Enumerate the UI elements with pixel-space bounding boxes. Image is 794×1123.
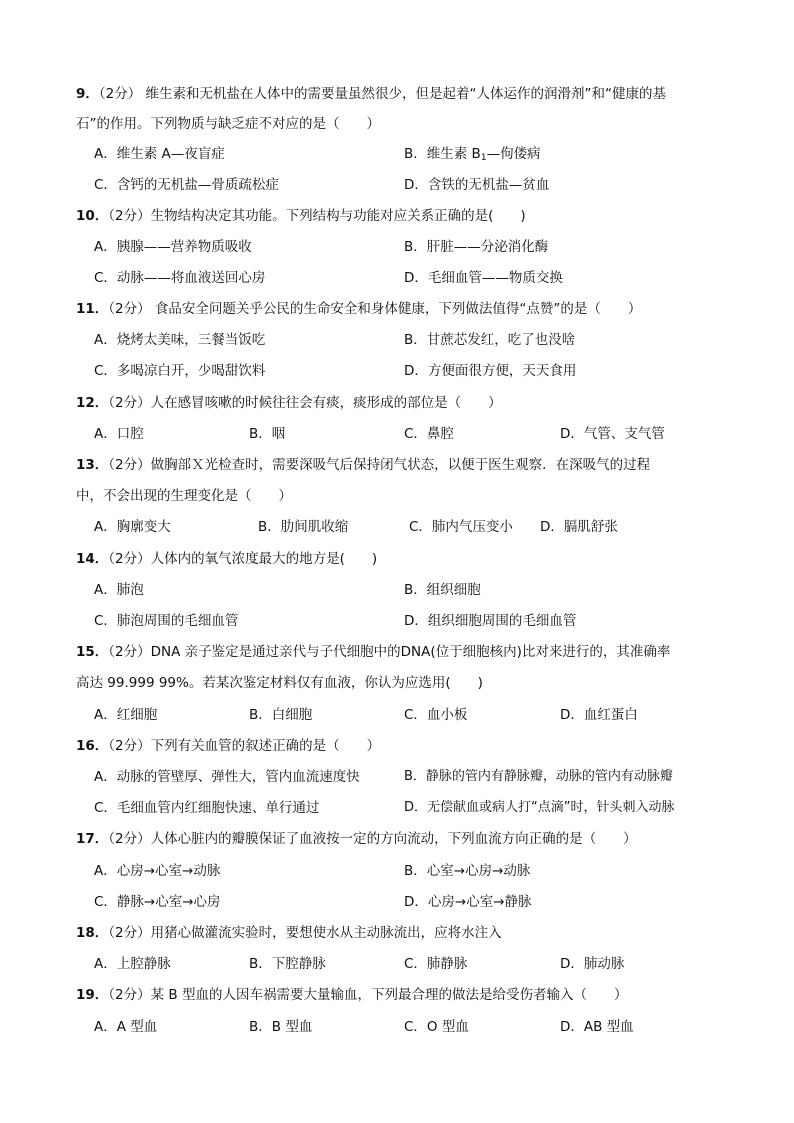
question-number: 14．	[76, 551, 109, 567]
question-number: 17．	[76, 831, 109, 847]
option-a: A．A 型血	[94, 1019, 158, 1035]
option-d: D．毛细血管——物质交换	[404, 270, 563, 286]
option-d: D．气管、支气管	[560, 426, 665, 442]
question-text: 生物结构决定其功能。下列结构与功能对应关系正确的是( )	[150, 208, 526, 224]
question-score: （2分）	[108, 987, 151, 1003]
question-score: （2分）	[108, 395, 151, 411]
question-score: （2分）	[108, 457, 151, 473]
option-c: C．O 型血	[404, 1019, 469, 1035]
question-score: （2分）	[108, 738, 151, 754]
option-a: A．烧烤太美味，三餐当饭吃	[94, 332, 266, 348]
question-number: 16．	[76, 738, 109, 754]
question-9-line-2: 石”的作用。下列物质与缺乏症不对应的是（ ）	[76, 116, 380, 132]
option-c: C．毛细血管内红细胞快速、单行通过	[94, 800, 320, 816]
option-d: D．AB 型血	[560, 1019, 634, 1035]
question-number: 10．	[76, 208, 109, 224]
question-score: （2分）	[108, 644, 151, 660]
question-13-line-2: 中，不会出现的生理变化是（ ）	[76, 488, 292, 504]
question-text: 人体心脏内的瓣膜保证了血液按一定的方向流动，下列血流方向正确的是（ ）	[150, 831, 637, 847]
option-d: D．心房→心室→静脉	[404, 894, 532, 910]
question-number: 15．	[76, 644, 109, 660]
option-b: B．肝脏——分泌消化酶	[404, 239, 549, 255]
question-text: 某 B 型血的人因车祸需要大量输血，下列最合理的做法是给受伤者输入（ ）	[150, 987, 628, 1003]
question-11-line-1	[76, 300, 641, 318]
option-c: C．肺内气压变小	[409, 519, 513, 535]
question-score: （2分）	[108, 831, 151, 847]
question-text: 维生素和无机盐在人体中的需要量虽然很少，但是起着“人体运作的润滑剂”和“健康的基	[141, 86, 667, 102]
question-14-line-1	[76, 550, 377, 568]
option-a: A．维生素 A—夜盲症	[94, 146, 225, 162]
option-d: D．血红蛋白	[560, 707, 638, 723]
option-d: D．膈肌舒张	[540, 519, 618, 535]
question-score: （2分）	[108, 208, 151, 224]
option-c: C．多喝凉白开，少喝甜饮料	[94, 363, 266, 379]
question-13-line-1	[76, 456, 650, 474]
option-a: A．心房→心室→动脉	[94, 863, 221, 879]
option-b: B．维生素 $B_1—$佝偻病	[404, 146, 541, 163]
option-d: D．组织细胞周围的毛细血管	[404, 613, 577, 629]
option-b: B．B 型血	[249, 1019, 313, 1035]
option-c: C．肺静脉	[404, 956, 468, 972]
question-number: 13．	[76, 457, 109, 473]
option-d: D．肺动脉	[560, 956, 625, 972]
question-text: 人在感冒咳嗽的时候往往会有痰，痰形成的部位是（ ）	[150, 395, 502, 411]
option-c: C．肺泡周围的毛细血管	[94, 613, 239, 629]
option-b: B．肋间肌收缩	[258, 519, 349, 535]
option-c: C．鼻腔	[404, 426, 454, 442]
question-18-line-1	[76, 924, 502, 942]
option-b: B．白细胞	[249, 707, 313, 723]
option-a: A．动脉的管壁厚、弹性大，管内血流速度快	[94, 769, 360, 785]
question-number: 9．	[76, 86, 99, 102]
option-a: A．胸廓变大	[94, 519, 171, 535]
option-a: A．肺泡	[94, 582, 144, 598]
question-15-line-1	[76, 643, 670, 661]
question-text: 用猪心做灌流实验时，要想使水从主动脉流出，应将水注入	[150, 925, 502, 941]
option-d: D．无偿献血或病人打“点滴”时，针头刺入动脉	[404, 800, 675, 815]
option-b: B．下腔静脉	[249, 956, 326, 972]
option-b: B．组织细胞	[404, 582, 481, 598]
option-d: D．方便面很方便，天天食用	[404, 363, 577, 379]
question-number: 11．	[76, 301, 109, 317]
question-number: 19．	[76, 987, 109, 1003]
question-9-line-1	[76, 85, 666, 103]
question-number: 18．	[76, 925, 109, 941]
question-text: 做胸部Ｘ光检查时，需要深吸气后保持闭气状态，以便于医生观察．在深吸气的过程	[150, 457, 651, 473]
question-score: （2分）	[108, 551, 151, 567]
option-c: C．静脉→心室→心房	[94, 894, 221, 910]
option-c: C．动脉——将血液送回心房	[94, 270, 266, 286]
option-b: B．心室→心房→动脉	[404, 863, 531, 879]
question-text: 下列有关血管的叙述正确的是（ ）	[150, 738, 381, 754]
question-score: （2分）	[108, 925, 151, 941]
question-text: 食品安全问题关乎公民的生命安全和身体健康，下列做法值得“点赞”的是（ ）	[150, 301, 642, 317]
option-a: A．红细胞	[94, 707, 158, 723]
option-a: A．上腔静脉	[94, 956, 171, 972]
option-a: A．胰腺——营养物质吸收	[94, 239, 252, 255]
question-text: 人体内的氧气浓度最大的地方是( )	[150, 551, 378, 567]
option-c: C．含钙的无机盐—骨质疏松症	[94, 177, 279, 193]
option-b: B．甘蔗芯发红，吃了也没啥	[404, 332, 576, 348]
question-number: 12．	[76, 395, 109, 411]
question-score: （2分）	[98, 86, 142, 102]
question-text: DNA 亲子鉴定是通过亲代与子代细胞中的DNA(位于细胞核内)比对来进行的，其准确率	[150, 644, 671, 660]
option-c: C．血小板	[404, 707, 468, 723]
question-16-line-1	[76, 737, 380, 755]
question-17-line-1	[76, 830, 637, 848]
option-a: A．口腔	[94, 426, 144, 442]
question-15-line-2: 高达 99.999 99%。若某次鉴定材料仅有血液，你认为应选用( )	[76, 675, 483, 691]
question-19-line-1	[76, 986, 627, 1004]
question-10-line-1	[76, 207, 526, 225]
option-d: D．含铁的无机盐—贫血	[404, 177, 550, 193]
question-12-line-1	[76, 394, 502, 412]
question-score: （2分）	[108, 301, 151, 317]
option-b: B．咽	[249, 426, 286, 442]
option-b: B．静脉的管内有静脉瓣，动脉的管内有动脉瓣	[404, 769, 673, 784]
